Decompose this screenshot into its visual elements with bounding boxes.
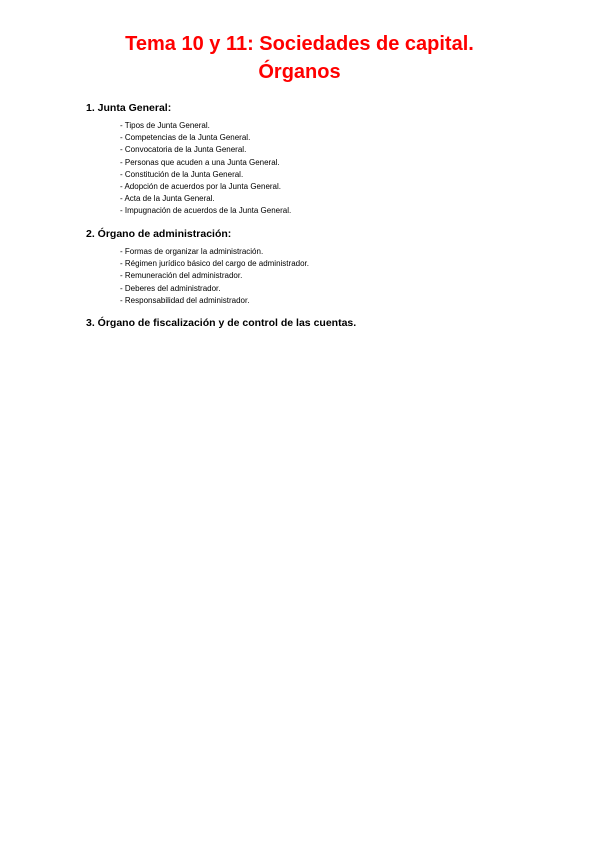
list-item: - Régimen jurídico básico del cargo de administrador.	[120, 258, 566, 270]
list-item: - Tipos de Junta General.	[120, 120, 566, 132]
list-item: - Responsabilidad del administrador.	[120, 295, 566, 307]
section-item-list	[120, 246, 566, 307]
list-item: - Remuneración del administrador.	[120, 270, 566, 282]
document-title	[0, 30, 599, 86]
section-heading: 1. Junta General:	[86, 102, 172, 114]
section-heading: 2. Órgano de administración:	[86, 228, 232, 240]
list-item: - Impugnación de acuerdos de la Junta General.	[120, 205, 566, 217]
section-organo-administracion	[86, 227, 566, 307]
title-line-1: Tema 10 y 11: Sociedades de capital.	[125, 33, 474, 55]
section-organo-fiscalizacion	[86, 316, 566, 330]
list-item: - Constitución de la Junta General.	[120, 169, 566, 181]
list-item: - Convocatoria de la Junta General.	[120, 144, 566, 156]
section-junta-general	[86, 101, 566, 218]
section-item-list	[120, 120, 566, 218]
title-line-2: Órganos	[258, 61, 341, 83]
list-item: - Formas de organizar la administración.	[120, 246, 566, 258]
list-item: - Personas que acuden a una Junta General.	[120, 157, 566, 169]
list-item: - Adopción de acuerdos por la Junta General.	[120, 181, 566, 193]
list-item: - Acta de la Junta General.	[120, 193, 566, 205]
list-item: - Competencias de la Junta General.	[120, 132, 566, 144]
section-heading: 3. Órgano de fiscalización y de control de las cuentas.	[86, 317, 357, 329]
list-item: - Deberes del administrador.	[120, 283, 566, 295]
